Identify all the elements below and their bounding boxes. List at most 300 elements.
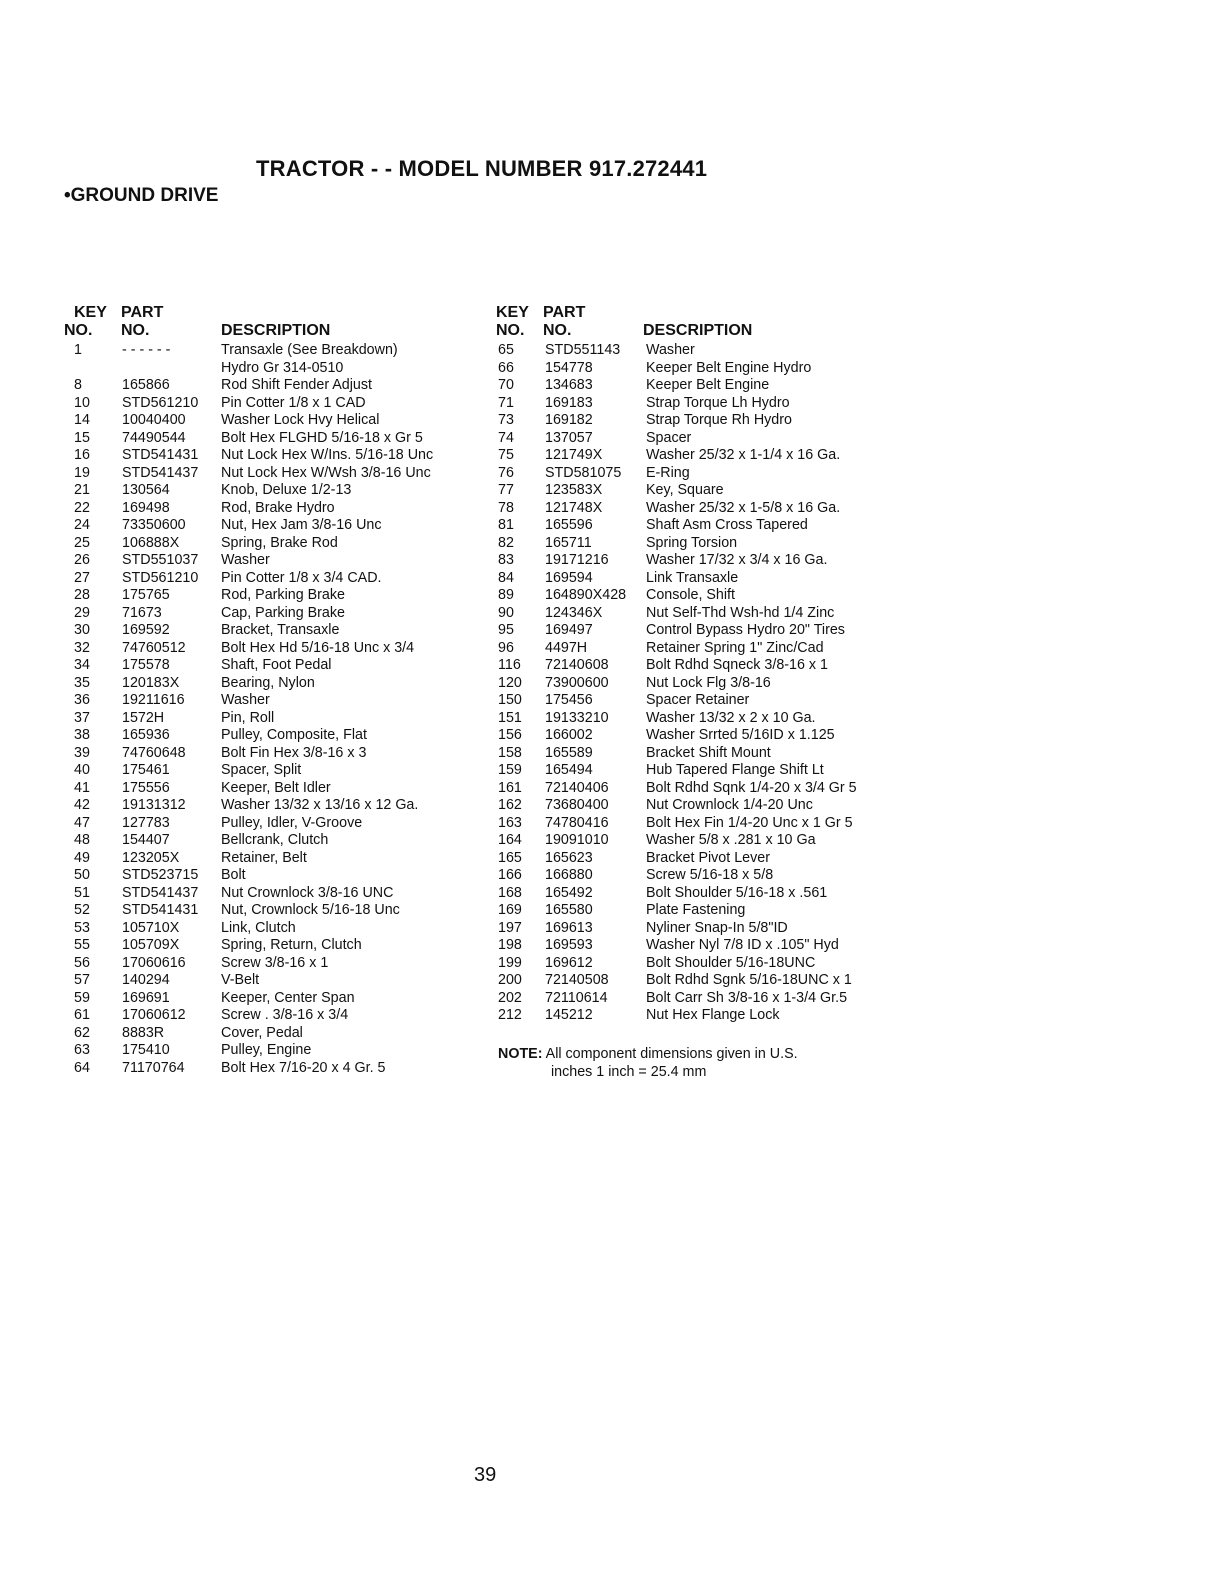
part-no: 71170764 (122, 1059, 185, 1076)
key-no: 162 (498, 797, 522, 813)
key-no: 75 (498, 447, 514, 463)
part-no: 169691 (122, 989, 170, 1006)
table-row (74, 850, 494, 868)
key-no: 61 (74, 1007, 90, 1023)
header-key: KEY (496, 304, 529, 321)
table-row (74, 867, 494, 885)
part-no: 169182 (545, 412, 593, 428)
table-row (74, 692, 494, 710)
parts-table-right (496, 304, 896, 1025)
part-no: 165494 (545, 762, 593, 778)
table-row (496, 762, 896, 780)
table-row (496, 465, 896, 483)
table-row (496, 1007, 896, 1025)
part-no: 175765 (122, 587, 170, 603)
key-no: 198 (498, 937, 522, 953)
header-description: DESCRIPTION (643, 322, 753, 339)
description: V-Belt (221, 972, 260, 988)
key-no: 50 (74, 867, 90, 883)
key-no: 57 (74, 972, 90, 988)
part-no: 72140508 (545, 972, 609, 988)
description: Screw 5/16-18 x 5/8 (646, 867, 774, 883)
key-no: 40 (74, 762, 90, 778)
key-no: 27 (74, 569, 90, 586)
key-no: 200 (498, 972, 522, 988)
table-row (74, 1042, 494, 1060)
key-no: 90 (498, 604, 514, 621)
page-number: 39 (474, 1464, 497, 1486)
description: Rod, Parking Brake (221, 587, 345, 603)
table-row (496, 535, 896, 553)
table-row (74, 745, 494, 763)
part-no: 19133210 (545, 709, 609, 726)
part-no: 137057 (545, 429, 593, 446)
table-row (74, 1060, 494, 1078)
table-row (74, 675, 494, 693)
table-row (496, 587, 896, 605)
part-no: 121749X (545, 447, 603, 463)
key-no: 166 (498, 867, 522, 883)
part-no: 72140608 (545, 657, 609, 673)
description: Pulley, Engine (221, 1042, 312, 1058)
key-no: 38 (74, 727, 90, 743)
part-no: 165580 (545, 902, 593, 918)
part-no: 145212 (545, 1007, 593, 1023)
description: Cover, Pedal (221, 1024, 303, 1041)
table-row (496, 657, 896, 675)
table-row (496, 517, 896, 535)
key-no: 34 (74, 657, 90, 673)
table-row (74, 447, 494, 465)
key-no: 89 (498, 587, 514, 603)
part-no: 175556 (122, 779, 170, 796)
description: Keeper, Center Span (221, 989, 355, 1006)
description: E-Ring (646, 464, 690, 481)
part-no: 165711 (545, 534, 592, 551)
key-no: 48 (74, 832, 90, 848)
part-no: 123583X (545, 482, 603, 498)
key-no: 83 (498, 552, 514, 568)
header-key-no: NO. (496, 322, 525, 339)
key-no: 41 (74, 779, 90, 796)
part-no: 19091010 (545, 832, 609, 848)
key-no: 96 (498, 639, 514, 656)
description: Washer 25/32 x 1-1/4 x 16 Ga. (646, 447, 841, 463)
key-no: 65 (498, 342, 514, 358)
key-no: 168 (498, 884, 522, 901)
table-row (74, 990, 494, 1008)
key-no: 84 (498, 569, 514, 586)
key-no: 150 (498, 692, 522, 708)
description: Hydro Gr 314-0510 (221, 359, 344, 376)
part-no: 169592 (122, 622, 170, 638)
description: Washer (221, 692, 270, 708)
part-no: 74780416 (545, 814, 609, 831)
part-no: 105709X (122, 937, 180, 953)
description: Bolt Shoulder 5/16-18 x .561 (646, 884, 828, 901)
header-part-no: NO. (121, 322, 150, 339)
description: Washer 5/8 x .281 x 10 Ga (646, 832, 816, 848)
description: Strap Torque Rh Hydro (646, 412, 792, 428)
part-no: 166002 (545, 727, 593, 743)
description: Rod, Brake Hydro (221, 499, 335, 516)
part-no: 134683 (545, 377, 593, 393)
part-no: STD541437 (122, 464, 199, 481)
table-row (496, 552, 896, 570)
table-row (496, 727, 896, 745)
part-no: 169613 (545, 919, 593, 936)
part-no: STD541437 (122, 884, 199, 901)
description: Pulley, Idler, V-Groove (221, 814, 363, 831)
part-no: 73900600 (545, 674, 609, 691)
description: Bolt Rdhd Sgnk 5/16-18UNC x 1 (646, 972, 852, 988)
description: Strap Torque Lh Hydro (646, 394, 790, 411)
description: Nyliner Snap-In 5/8"ID (646, 919, 788, 936)
table-row (496, 500, 896, 518)
part-no: 74490544 (122, 429, 186, 446)
table-row (496, 745, 896, 763)
part-no: 130564 (122, 482, 170, 498)
description: Bolt Hex 7/16-20 x 4 Gr. 5 (221, 1059, 386, 1076)
description: Bolt Hex Fin 1/4-20 Unc x 1 Gr 5 (646, 814, 853, 831)
key-no: 28 (74, 587, 90, 603)
table-row (74, 552, 494, 570)
description: Nut Self-Thd Wsh-hd 1/4 Zinc (646, 604, 835, 621)
key-no: 39 (74, 744, 90, 761)
table-row (496, 972, 896, 990)
description: Retainer Spring 1" Zinc/Cad (646, 639, 824, 656)
part-no: STD561210 (122, 569, 199, 586)
description: Link, Clutch (221, 919, 296, 936)
table-row (496, 605, 896, 623)
table-row (74, 342, 494, 360)
part-no: 175578 (122, 657, 170, 673)
description: Spacer Retainer (646, 692, 750, 708)
description: Bolt Fin Hex 3/8-16 x 3 (221, 744, 367, 761)
description: Key, Square (646, 482, 724, 498)
header-part: PART (543, 304, 586, 321)
description: Pin Cotter 1/8 x 1 CAD (221, 394, 366, 411)
table-row (496, 815, 896, 833)
key-no: 49 (74, 849, 90, 866)
part-no: 169498 (122, 499, 170, 516)
part-no: 10040400 (122, 412, 186, 428)
part-no: 120183X (122, 674, 180, 691)
header-part-no: NO. (543, 322, 572, 339)
description: Washer 13/32 x 2 x 10 Ga. (646, 709, 816, 726)
description: Bolt (221, 867, 246, 883)
key-no: 32 (74, 639, 90, 656)
key-no: 16 (74, 447, 90, 463)
description: Washer 13/32 x 13/16 x 12 Ga. (221, 797, 419, 813)
table-row (74, 902, 494, 920)
parts-list (496, 342, 896, 1025)
description: Spring, Return, Clutch (221, 937, 362, 953)
key-no: 21 (74, 482, 90, 498)
part-no: 164890X428 (545, 587, 627, 603)
description: Washer 25/32 x 1-5/8 x 16 Ga. (646, 499, 841, 516)
table-row (74, 815, 494, 833)
table-row (74, 360, 494, 378)
description: Washer Lock Hvy Helical (221, 412, 380, 428)
description: Control Bypass Hydro 20" Tires (646, 622, 845, 638)
key-no: 53 (74, 919, 90, 936)
table-row (496, 710, 896, 728)
table-row (496, 955, 896, 973)
part-no: 175456 (545, 692, 593, 708)
description: Nut Hex Flange Lock (646, 1007, 780, 1023)
key-no: 59 (74, 989, 90, 1006)
part-no: STD541431 (122, 447, 199, 463)
part-no: 121748X (545, 499, 603, 516)
key-no: 202 (498, 989, 522, 1006)
part-no: 140294 (122, 972, 170, 988)
table-row (74, 832, 494, 850)
part-no: 74760648 (122, 744, 186, 761)
description: Spring Torsion (646, 534, 738, 551)
header-description: DESCRIPTION (221, 322, 331, 339)
table-row (496, 395, 896, 413)
key-no: 63 (74, 1042, 90, 1058)
table-header (496, 304, 896, 342)
key-no: 76 (498, 464, 514, 481)
description: Pulley, Composite, Flat (221, 727, 367, 743)
note-label: NOTE: (498, 1046, 543, 1062)
key-no: 212 (498, 1007, 522, 1023)
part-no: 175410 (122, 1042, 170, 1058)
part-no: 4497H (545, 639, 588, 656)
parts-list (74, 342, 494, 1077)
part-no: 175461 (122, 762, 170, 778)
description: Bracket Shift Mount (646, 744, 771, 761)
header-key-no: NO. (64, 322, 93, 339)
key-no: 95 (498, 622, 514, 638)
description: Washer 17/32 x 3/4 x 16 Ga. (646, 552, 828, 568)
key-no: 42 (74, 797, 90, 813)
table-row (74, 482, 494, 500)
key-no: 66 (498, 359, 514, 376)
description: Rod Shift Fender Adjust (221, 377, 372, 393)
key-no: 197 (498, 919, 522, 936)
description: Bracket, Transaxle (221, 622, 340, 638)
table-row (74, 920, 494, 938)
description: Bellcrank, Clutch (221, 832, 329, 848)
key-no: 199 (498, 954, 522, 971)
table-row (74, 622, 494, 640)
part-no: 72110614 (545, 989, 608, 1006)
part-no: 165936 (122, 727, 170, 743)
key-no: 24 (74, 517, 90, 533)
table-row (496, 570, 896, 588)
table-row (496, 412, 896, 430)
table-row (496, 482, 896, 500)
part-no: 154407 (122, 832, 170, 848)
description: Bracket Pivot Lever (646, 849, 770, 866)
key-no: 36 (74, 692, 90, 708)
key-no: 25 (74, 534, 90, 551)
description: Pin, Roll (221, 709, 275, 726)
description: Shaft Asm Cross Tapered (646, 517, 808, 533)
table-row (74, 412, 494, 430)
part-no: - - - - - - (122, 342, 171, 358)
description: Nut Crownlock 3/8-16 UNC (221, 884, 394, 901)
table-row (496, 377, 896, 395)
part-no: 127783 (122, 814, 170, 831)
description: Retainer, Belt (221, 849, 307, 866)
description: Nut Lock Flg 3/8-16 (646, 674, 771, 691)
key-no: 81 (498, 517, 514, 533)
key-no: 52 (74, 902, 90, 918)
description: Cap, Parking Brake (221, 604, 345, 621)
header-part: PART (121, 304, 164, 321)
key-no: 26 (74, 552, 90, 568)
part-no: 73680400 (545, 797, 609, 813)
key-no: 64 (74, 1059, 90, 1076)
description: Bolt Carr Sh 3/8-16 x 1-3/4 Gr.5 (646, 989, 848, 1006)
key-no: 51 (74, 884, 90, 901)
key-no: 159 (498, 762, 522, 778)
table-row (74, 780, 494, 798)
part-no: 105710X (122, 919, 180, 936)
description: Spring, Brake Rod (221, 534, 338, 551)
description: Keeper Belt Engine Hydro (646, 359, 812, 376)
table-row (74, 885, 494, 903)
table-row (74, 500, 494, 518)
table-row (496, 342, 896, 360)
part-no: STD523715 (122, 867, 199, 883)
description: Bearing, Nylon (221, 674, 315, 691)
part-no: 19211616 (122, 692, 185, 708)
part-no: 71673 (122, 604, 162, 621)
table-row (74, 395, 494, 413)
part-no: 169497 (545, 622, 593, 638)
part-no: STD551037 (122, 552, 199, 568)
description: Screw 3/8-16 x 1 (221, 954, 329, 971)
description: Spacer, Split (221, 762, 302, 778)
description: Washer Nyl 7/8 ID x .105" Hyd (646, 937, 839, 953)
key-no: 164 (498, 832, 522, 848)
key-no: 37 (74, 709, 90, 726)
description: Bolt Rdhd Sqneck 3/8-16 x 1 (646, 657, 828, 673)
table-row (74, 640, 494, 658)
key-no: 158 (498, 744, 522, 761)
table-row (74, 587, 494, 605)
key-no: 8 (74, 377, 82, 393)
description: Shaft, Foot Pedal (221, 657, 332, 673)
part-no: 165589 (545, 744, 593, 761)
table-row (74, 1025, 494, 1043)
table-row (496, 920, 896, 938)
header-key: KEY (74, 304, 107, 321)
description: Washer (646, 342, 695, 358)
key-no: 19 (74, 464, 90, 481)
table-row (496, 430, 896, 448)
part-no: 165866 (122, 377, 170, 393)
description: Bolt Hex Hd 5/16-18 Unc x 3/4 (221, 639, 415, 656)
part-no: STD551143 (545, 342, 621, 358)
table-row (496, 885, 896, 903)
key-no: 30 (74, 622, 90, 638)
table-row (74, 377, 494, 395)
description: Hub Tapered Flange Shift Lt (646, 762, 824, 778)
table-row (74, 1007, 494, 1025)
table-row (74, 710, 494, 728)
table-row (74, 937, 494, 955)
description: Nut Crownlock 1/4-20 Unc (646, 797, 813, 813)
table-row (74, 535, 494, 553)
table-row (74, 430, 494, 448)
key-no: 70 (498, 377, 514, 393)
key-no: 35 (74, 674, 90, 691)
description: Knob, Deluxe 1/2-13 (221, 482, 352, 498)
note-line-1: All component dimensions given in U.S. (545, 1046, 798, 1062)
key-no: 156 (498, 727, 522, 743)
part-no: 19171216 (545, 552, 609, 568)
table-row (496, 902, 896, 920)
parts-table-left (64, 304, 494, 1077)
key-no: 82 (498, 534, 514, 551)
part-no: 124346X (545, 604, 603, 621)
table-row (496, 797, 896, 815)
part-no: 8883R (122, 1024, 165, 1041)
part-no: 169594 (545, 569, 593, 586)
description: Keeper, Belt Idler (221, 779, 331, 796)
part-no: 17060612 (122, 1007, 186, 1023)
section-subtitle: •GROUND DRIVE (64, 185, 219, 206)
table-row (496, 990, 896, 1008)
key-no: 1 (74, 342, 82, 358)
table-row (74, 605, 494, 623)
description: Plate Fastening (646, 902, 746, 918)
description: Spacer (646, 429, 692, 446)
part-no: 165596 (545, 517, 593, 533)
table-row (74, 972, 494, 990)
description: Pin Cotter 1/8 x 3/4 CAD. (221, 569, 382, 586)
part-no: 73350600 (122, 517, 186, 533)
key-no: 55 (74, 937, 90, 953)
table-row (74, 517, 494, 535)
table-row (74, 955, 494, 973)
part-no: STD581075 (545, 464, 622, 481)
description: Bolt Rdhd Sqnk 1/4-20 x 3/4 Gr 5 (646, 779, 857, 796)
table-row (496, 622, 896, 640)
part-no: 165492 (545, 884, 593, 901)
key-no: 22 (74, 499, 90, 516)
description: Link Transaxle (646, 569, 739, 586)
table-row (74, 465, 494, 483)
table-row (496, 780, 896, 798)
page-title: TRACTOR - - MODEL NUMBER 917.272441 (256, 156, 708, 181)
table-row (496, 360, 896, 378)
table-row (496, 850, 896, 868)
key-no: 10 (74, 394, 90, 411)
key-no: 71 (498, 394, 514, 411)
description: Bolt Shoulder 5/16-18UNC (646, 954, 816, 971)
key-no: 74 (498, 429, 514, 446)
key-no: 77 (498, 482, 514, 498)
table-row (496, 692, 896, 710)
description: Nut Lock Hex W/Ins. 5/16-18 Unc (221, 447, 434, 463)
part-no: STD541431 (122, 902, 199, 918)
description: Washer (221, 552, 270, 568)
table-row (74, 762, 494, 780)
note-line-2: inches 1 inch = 25.4 mm (551, 1064, 707, 1080)
key-no: 163 (498, 814, 522, 831)
table-row (74, 727, 494, 745)
part-no: 106888X (122, 534, 180, 551)
part-no: 169612 (545, 954, 593, 971)
description: Console, Shift (646, 587, 736, 603)
